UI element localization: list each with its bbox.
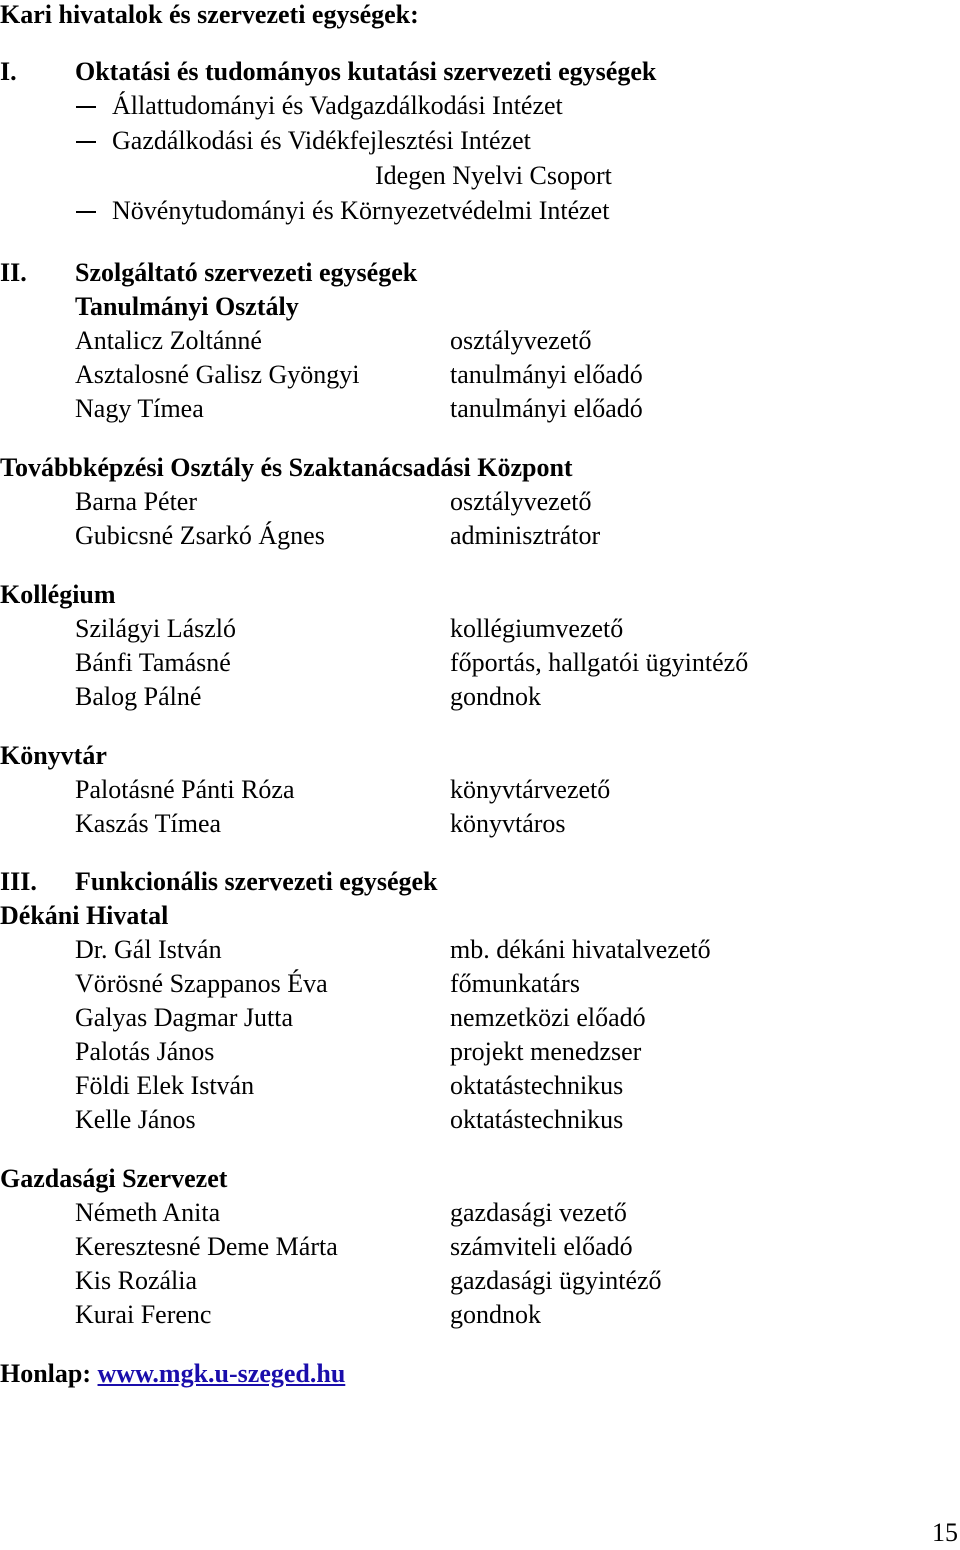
page-number: 15 [932, 1518, 958, 1547]
person-name: Nagy Tímea [75, 394, 204, 423]
person-role: mb. dékáni hivatalvezető [450, 935, 711, 964]
person-role: tanulmányi előadó [450, 360, 643, 389]
person-role: osztályvezető [450, 487, 592, 516]
person-role: gondnok [450, 682, 541, 711]
dash-bullet [76, 106, 96, 108]
person-name: Barna Péter [75, 487, 198, 516]
person-role: gondnok [450, 1300, 541, 1329]
person-name: Németh Anita [75, 1198, 221, 1227]
person-name: Bánfi Tamásné [75, 648, 231, 677]
person-role: adminisztrátor [450, 521, 601, 550]
person-role: tanulmányi előadó [450, 394, 643, 423]
person-name: Kurai Ferenc [75, 1300, 212, 1329]
page-heading: Kari hivatalok és szervezeti egységek: [0, 0, 419, 29]
person-name: Palotás János [75, 1037, 215, 1066]
person-role: oktatástechnikus [450, 1105, 624, 1134]
unit-title-kollegium: Kollégium [0, 580, 116, 609]
person-role: gazdasági vezető [450, 1198, 627, 1227]
person-name: Szilágyi László [75, 614, 237, 643]
homepage-link[interactable]: www.mgk.u-szeged.hu [97, 1359, 346, 1388]
section-1-number: I. [0, 57, 17, 86]
person-name: Vörösné Szappanos Éva [75, 969, 328, 998]
unit-title-tovabbkepzesi: Továbbképzési Osztály és Szaktanácsadási Központ [0, 453, 573, 482]
person-name: Gubicsné Zsarkó Ágnes [75, 521, 325, 550]
section-2-number: II. [0, 258, 27, 287]
person-role: oktatástechnikus [450, 1071, 624, 1100]
person-name: Palotásné Pánti Róza [75, 775, 295, 804]
person-name: Kaszás Tímea [75, 809, 222, 838]
person-name: Antalicz Zoltánné [75, 326, 262, 355]
dash-bullet [76, 211, 96, 213]
section-2-title: Szolgáltató szervezeti egységek [75, 258, 418, 287]
person-role: főmunkatárs [450, 969, 580, 998]
person-name: Dr. Gál István [75, 935, 222, 964]
person-name: Kis Rozália [75, 1266, 198, 1295]
person-name: Galyas Dagmar Jutta [75, 1003, 294, 1032]
unit-title-konyvtar: Könyvtár [0, 741, 107, 770]
person-name: Balog Pálné [75, 682, 202, 711]
section-1-title: Oktatási és tudományos kutatási szervezeti egységek [75, 57, 657, 86]
section-3-title: Funkcionális szervezeti egységek [75, 867, 438, 896]
person-role: gazdasági ügyintéző [450, 1266, 662, 1295]
person-role: projekt menedzser [450, 1037, 642, 1066]
institute-item: Állattudományi és Vadgazdálkodási Intézet [112, 91, 563, 120]
institute-item: Gazdálkodási és Vidékfejlesztési Intézet [112, 126, 531, 155]
person-name: Földi Elek István [75, 1071, 255, 1100]
homepage-label: Honlap: [0, 1359, 92, 1388]
person-role: főportás, hallgatói ügyintéző [450, 648, 749, 677]
person-role: könyvtárvezető [450, 775, 611, 804]
person-role: könyvtáros [450, 809, 566, 838]
person-name: Kelle János [75, 1105, 196, 1134]
homepage-row [0, 1359, 345, 1389]
person-name: Keresztesné Deme Márta [75, 1232, 338, 1261]
person-name: Asztalosné Galisz Gyöngyi [75, 360, 360, 389]
institute-item: Növénytudományi és Környezetvédelmi Intézet [112, 196, 610, 225]
institute-item: Idegen Nyelvi Csoport [375, 161, 612, 190]
section-3-number: III. [0, 867, 37, 896]
dash-bullet [76, 141, 96, 143]
unit-title-gazdasagi: Gazdasági Szervezet [0, 1164, 228, 1193]
person-role: nemzetközi előadó [450, 1003, 646, 1032]
person-role: kollégiumvezető [450, 614, 624, 643]
unit-title-tanulmanyi: Tanulmányi Osztály [75, 292, 299, 321]
unit-title-dekani: Dékáni Hivatal [0, 901, 169, 930]
person-role: számviteli előadó [450, 1232, 633, 1261]
person-role: osztályvezető [450, 326, 592, 355]
